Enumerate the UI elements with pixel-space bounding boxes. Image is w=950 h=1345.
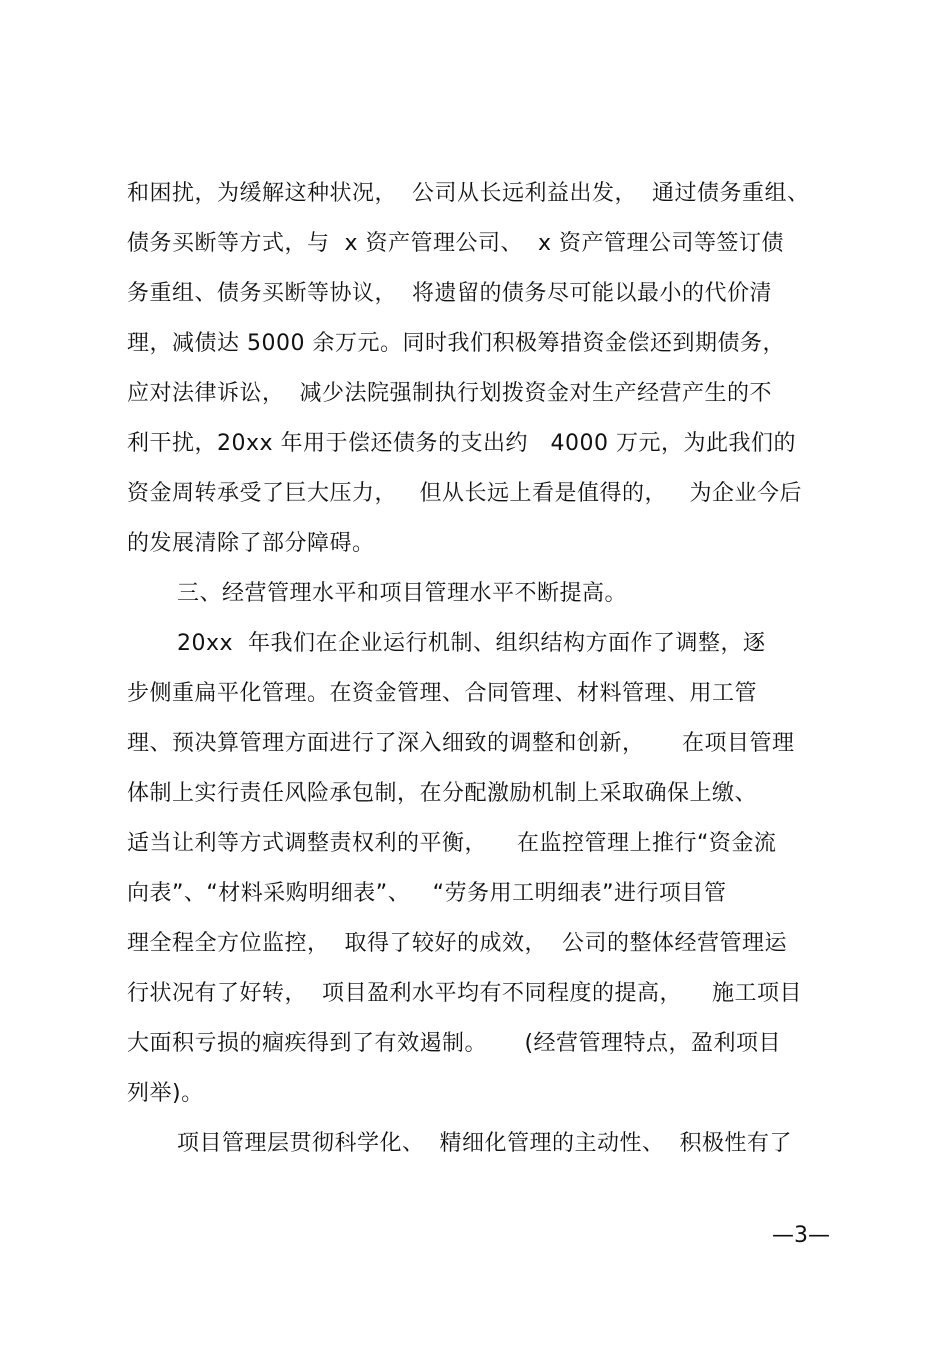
paragraph-line: 利干扰，20xx 年用于偿还债务的支出约 4000 万元，为此我们的 <box>127 431 796 456</box>
page-number: —3— <box>772 1223 830 1248</box>
paragraph-line: 项目管理层贯彻科学化、 精细化管理的主动性、 积极性有了 <box>177 1131 792 1156</box>
section-heading: 三、经营管理水平和项目管理水平不断提高。 <box>177 581 628 606</box>
paragraph-line: 的发展清除了部分障碍。 <box>127 531 375 556</box>
paragraph-line: 务重组、债务买断等协议， 将遗留的债务尽可能以最小的代价清 <box>127 281 772 306</box>
paragraph-line: 列举)。 <box>127 1081 204 1106</box>
paragraph-line: 债务买断等方式，与 x 资产管理公司、 x 资产管理公司等签订债 <box>127 231 784 256</box>
paragraph-line: 大面积亏损的痼疾得到了有效遏制。 (经营管理特点，盈利项目 <box>127 1031 782 1056</box>
paragraph-line: 理全程全方位监控， 取得了较好的成效， 公司的整体经营管理运 <box>127 931 787 956</box>
paragraph-line: 和困扰，为缓解这种状况， 公司从长远利益出发， 通过债务重组、 <box>127 181 810 206</box>
paragraph-line: 20xx 年我们在企业运行机制、组织结构方面作了调整，逐 <box>177 631 766 656</box>
paragraph-line: 应对法律诉讼， 减少法院强制执行划拨资金对生产经营产生的不 <box>127 381 772 406</box>
paragraph-line: 行状况有了好转， 项目盈利水平均有不同程度的提高， 施工项目 <box>127 981 802 1006</box>
paragraph-line: 理、预决算管理方面进行了深入细致的调整和创新， 在项目管理 <box>127 731 795 756</box>
paragraph-line: 理，减债达 5000 余万元。同时我们积极筹措资金偿还到期债务， <box>127 331 785 356</box>
paragraph-line: 体制上实行责任风险承包制，在分配激励机制上采取确保上缴、 <box>127 781 758 806</box>
paragraph-line: 步侧重扁平化管理。在资金管理、合同管理、材料管理、用工管 <box>127 681 758 706</box>
paragraph-line: 向表”、“材料采购明细表”、 “劳务用工明细表”进行项目管 <box>127 881 727 906</box>
paragraph-line: 资金周转承受了巨大压力， 但从长远上看是值得的， 为企业今后 <box>127 481 802 506</box>
paragraph-line: 适当让利等方式调整责权利的平衡， 在监控管理上推行“资金流 <box>127 831 777 856</box>
